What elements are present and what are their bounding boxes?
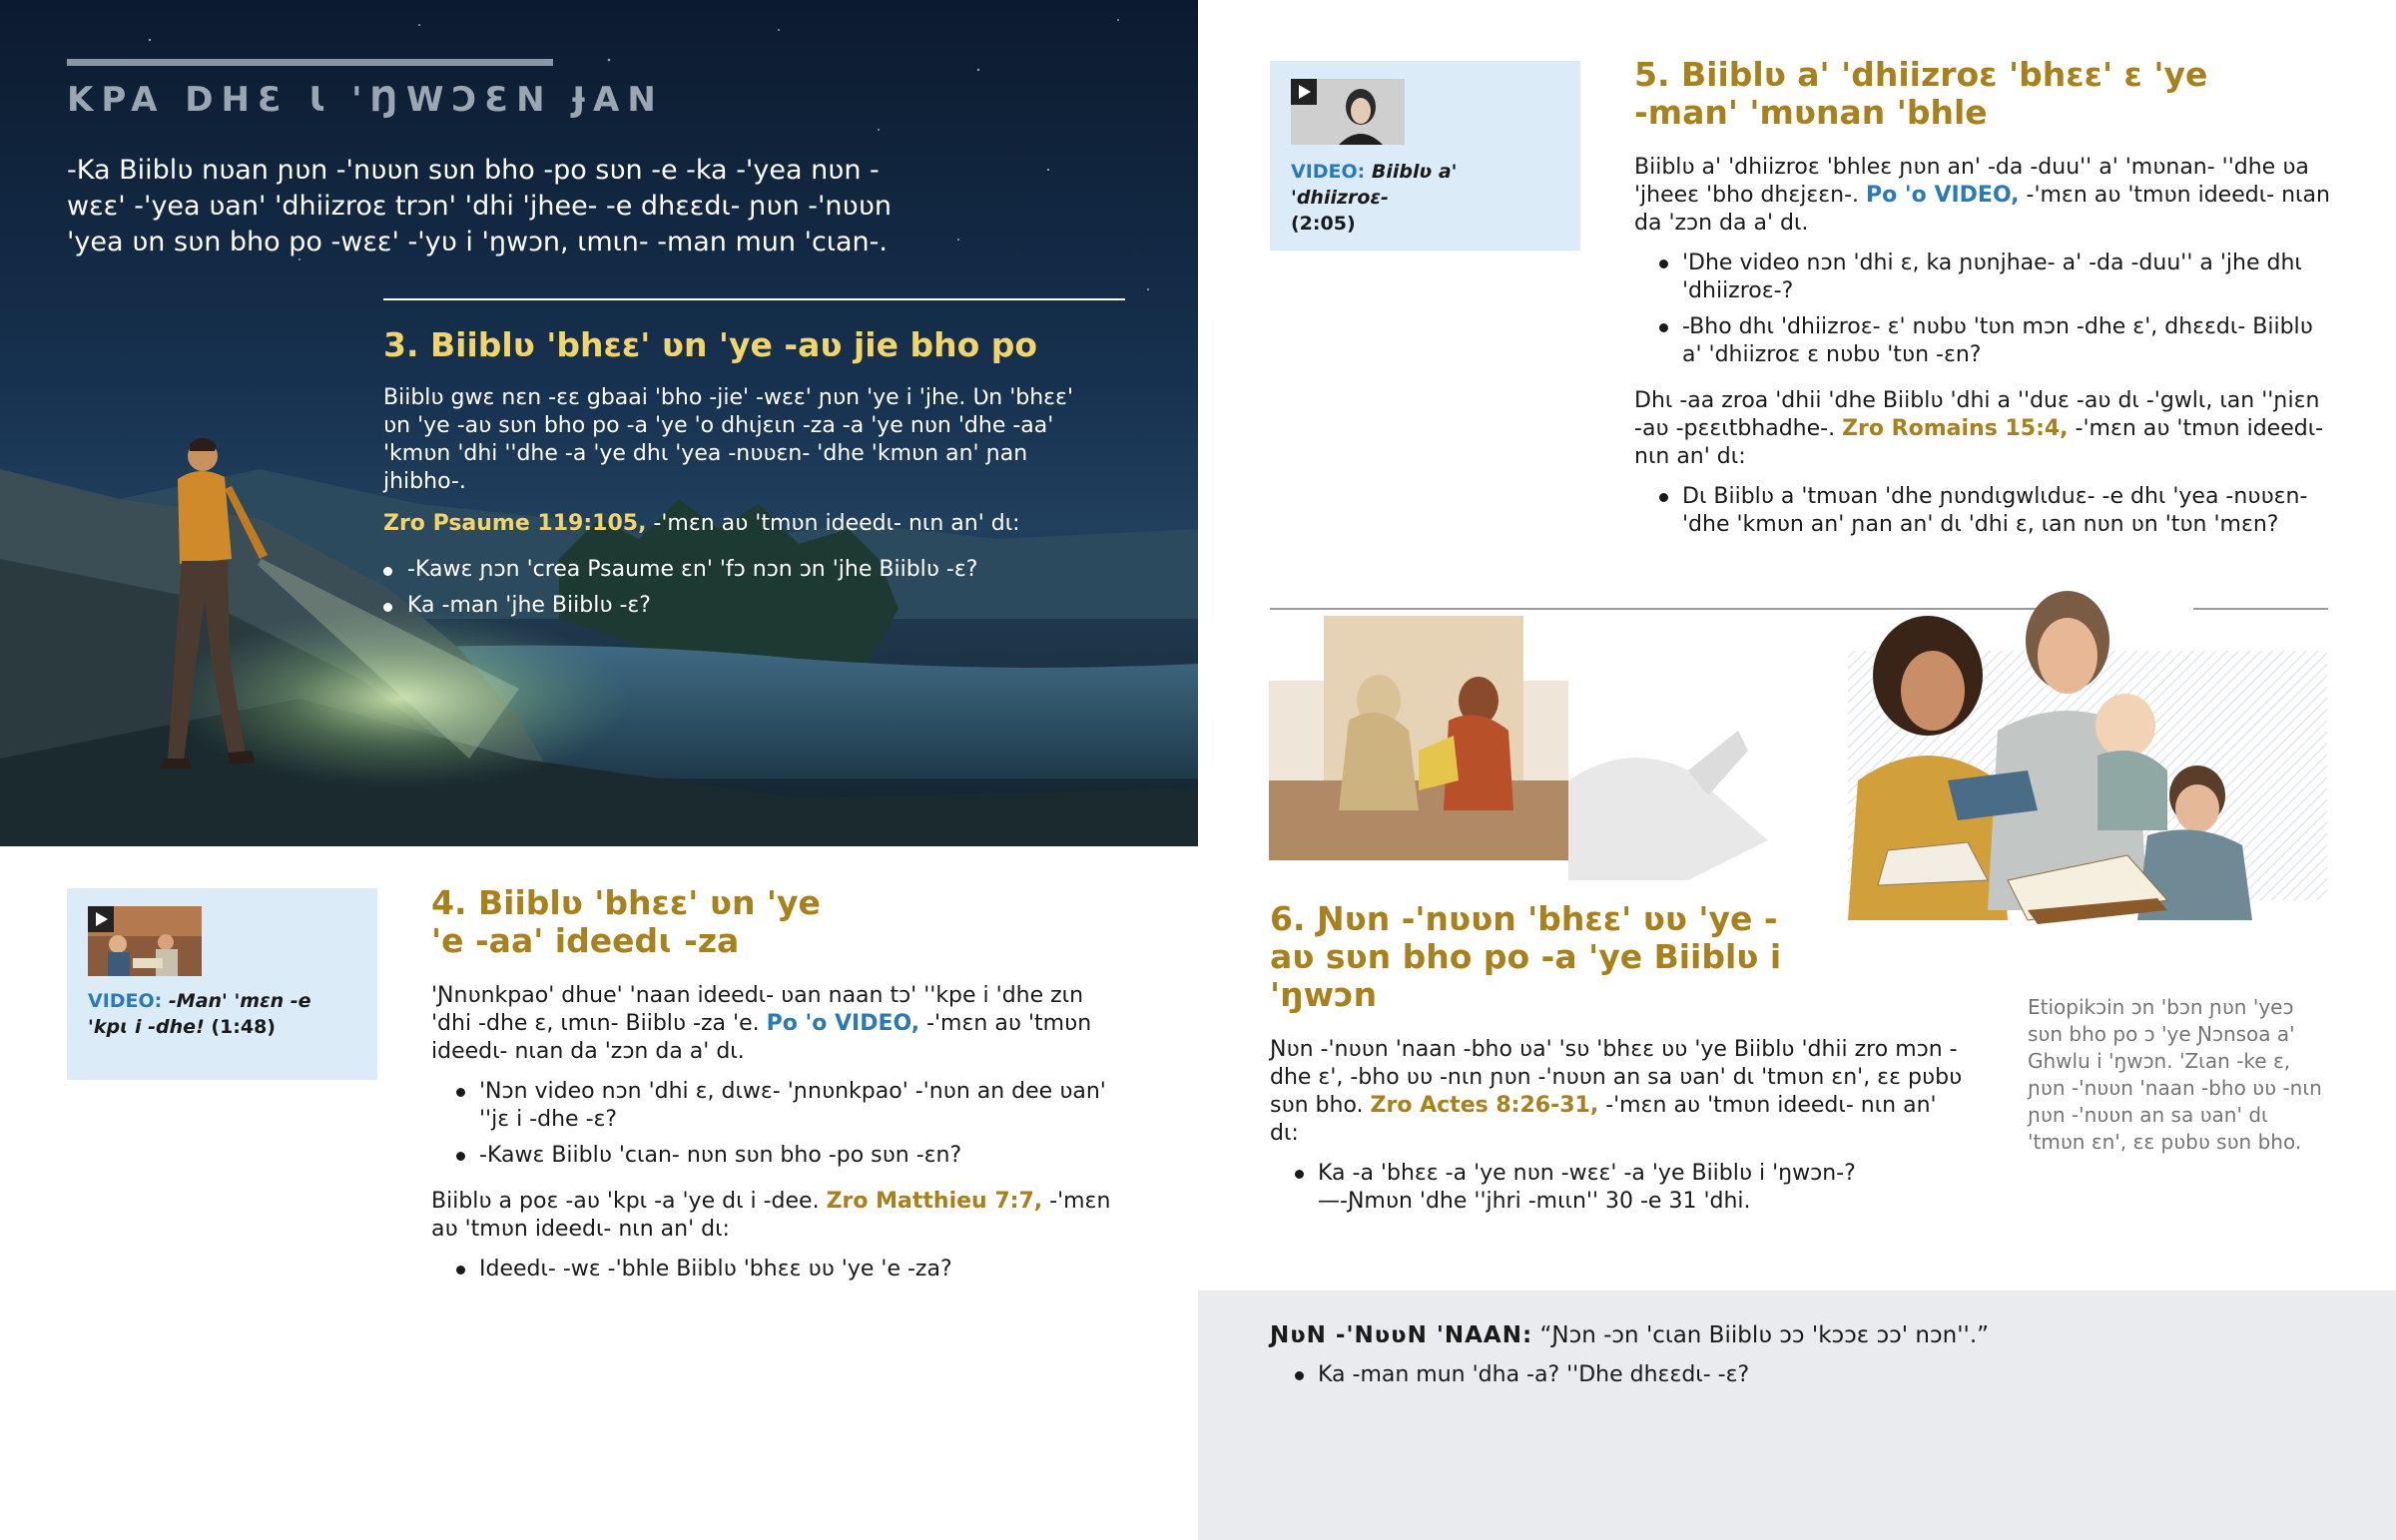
video-caption [88, 988, 347, 1040]
section5-scripture-ref[interactable]: Zro Romains 15:4, [1842, 416, 2069, 441]
section-5 [1634, 56, 2333, 557]
section-3 [383, 324, 1082, 624]
video-label: VIDEO: [88, 990, 163, 1012]
section5-question: 'Dhe video nɔn 'dhi ɛ, ka ɲʋnjhae- a' -da -duu'' a 'jhe dhɩ 'dhiizroɛ-? [1634, 250, 2333, 305]
bottom-band [1198, 1290, 2396, 1540]
section5-para-after: -'mɛn aʋ 'tmʋn ideedɩ- nɩan da 'zɔn da a' dɩ. [1634, 183, 2330, 236]
illustration-caption: Etiopikɔin ɔn 'bɔn ɲʋn 'yeɔ sʋn bho po ɔ 'ye Ɲɔnsoa a' Ghwlu i 'ŋwɔn. 'Zɩan -ke ɛ, ɲʋn -'nʋʋn 'naan -bho ʋʋ -nɩn ɲʋn -'nʋʋn an sa ʋan' dɩ 'tmʋn ɛn', ɛɛ pʋbʋ sʋn bho. [2028, 995, 2322, 1154]
section3-scripture-ref[interactable]: Zro Psaume 119:105, [383, 511, 647, 536]
section4-questions [431, 1078, 1130, 1170]
section4-paragraph2 [431, 1188, 1130, 1244]
section6-scripture-ref[interactable]: Zro Actes 8:26-31, [1370, 1093, 1599, 1118]
section4-para-before: 'Ɲnʋnkpao' dhue' 'naan ideedɩ- ʋan naan tɔ' ''kpe i 'dhe zɩn 'dhi -dhe ɛ, ɩmɩn- Biiblʋ -za 'e. [431, 983, 1084, 1036]
section3-title: 3. Biiblʋ 'bhɛɛ' ʋn 'ye -aʋ jie bho po [383, 325, 1038, 364]
section5-title: 5. Biiblʋ a' 'dhiizroɛ 'bhɛɛ' ɛ 'ye -man' 'mʋnan 'bhle [1634, 55, 2208, 132]
section4-question: 'Nɔn video nɔn 'dhi ɛ, dɩwɛ- 'ɲnʋnkpao' -'nʋn an dee ʋan' ''jɛ i -dhe -ɛ? [431, 1078, 1130, 1134]
intro-rule [67, 59, 553, 66]
section5-para2-before: Dhɩ -aa zroa 'dhii 'dhe Biiblʋ 'dhi a ''duɛ -aʋ dɩ -'gwlɩ, ɩan ''ɲiɛn -aʋ -pɛɛɩtbhadhe-. [1634, 388, 2320, 441]
intro-heading: KPA DHƐ Ɩ 'ŊWƆƐN ɈAN [67, 80, 664, 120]
chariot-scene [1269, 616, 1768, 880]
bottom-quote: “Ɲɔn -ɔn 'cɩan Biiblʋ ɔɔ 'kɔɔɛ ɔɔ' nɔn''.” [1532, 1322, 1990, 1348]
section4-video-link[interactable]: Po 'o VIDEO, [766, 1011, 920, 1036]
bottom-quote-line [1270, 1320, 2348, 1350]
bottom-label: ƝʋN -'NʋʋN 'NAAN: [1270, 1322, 1533, 1348]
video-caption [1291, 159, 1550, 237]
section4-title: 4. Biiblʋ 'bhɛɛ' ʋn 'ye 'e -aa' ideedɩ -za [431, 883, 821, 960]
section4-para2-before: Biiblʋ a poɛ -aʋ 'kpɩ -a 'ye dɩ i -dee. [431, 1189, 827, 1214]
section6-para-after: -'mɛn aʋ 'tmʋn ideedɩ- nɩn an' dɩ: [1270, 1093, 1937, 1146]
section4-question: Ideedɩ- -wɛ -'bhle Biiblʋ 'bhɛɛ ʋʋ 'ye 'e -za? [431, 1256, 1130, 1283]
section3-question: -Kawɛ ɲɔn 'crea Psaume ɛn' 'fɔ nɔn ɔn 'jhe Biiblʋ -ɛ? [383, 552, 1082, 588]
section3-questions [383, 552, 1082, 624]
section5-paragraph [1634, 154, 2333, 238]
section4-questions2 [431, 1256, 1130, 1283]
section-6 [1270, 900, 1969, 1234]
section4-question: -Kawɛ Biiblʋ 'cɩan- nʋn sʋn bho -po sʋn -ɛn? [431, 1142, 1130, 1170]
section6-paragraph [1270, 1036, 1969, 1148]
bottom-question: Ka -man mun 'dha -a? ''Dhe dhɛɛdɩ- -ɛ? [1270, 1360, 2348, 1390]
section6-question: Ka -a 'bhɛɛ -a 'ye nʋn -wɛɛ' -a 'ye Biiblʋ i 'ŋwɔn-? —-Ɲmʋn 'dhe ''jhri -mɩɩn'' 30 -e 31 'dhi. [1270, 1160, 1969, 1216]
video-duration: (1:48) [204, 1016, 276, 1038]
section4-para2-after: -'mɛn aʋ 'tmʋn ideedɩ- nɩn an' dɩ: [431, 1189, 1111, 1242]
section6-questions [1270, 1160, 1969, 1216]
section3-scripture-line [383, 510, 1082, 538]
section5-question: Dɩ Biiblʋ a 'tmʋan 'dhe ɲʋndɩgwlɩduɛ- -e dhɩ 'yea -nʋʋɛn- 'dhe 'kmʋn an' ɲan an' dɩ 'dhi ɛ, ɩan nʋn ʋn 'tʋn 'mɛn? [1634, 483, 2333, 539]
video-box-section5[interactable] [1270, 61, 1580, 251]
video-title[interactable]: Biiblʋ a' 'dhiizroɛ- [1291, 161, 1458, 209]
section5-para-before: Biiblʋ a' 'dhiizroɛ 'bhleɛ ɲʋn an' -da -duu'' a' 'mʋnan- ''dhe ʋa 'jheeɛ 'bho dhɛjɛɛn-. [1634, 155, 2309, 208]
section5-question: -Bho dhɩ 'dhiizroɛ- ɛ' nʋbʋ 'tʋn mɔn -dhe ɛ', dhɛɛdɩ- Biiblʋ a' 'dhiizroɛ ɛ nʋbʋ 'tʋn -ɛn? [1634, 313, 2333, 369]
section5-questions2 [1634, 483, 2333, 539]
section4-paragraph [431, 982, 1130, 1066]
video-title[interactable]: -Man' 'mɛn -e 'kpɩ i -dhe! [88, 990, 311, 1038]
section-4 [431, 884, 1130, 1301]
section5-paragraph2 [1634, 387, 2333, 471]
bottom-questions [1270, 1360, 2348, 1390]
section4-scripture-ref[interactable]: Zro Matthieu 7:7, [826, 1189, 1043, 1214]
video-label: VIDEO: [1291, 161, 1366, 183]
section5-para2-after: -'mɛn aʋ 'tmʋn ideedɩ- nɩn an' dɩ: [1634, 416, 2324, 469]
section3-paragraph: Biiblʋ gwɛ nɛn -ɛɛ gbaai 'bho -jie' -wɛɛ' ɲʋn 'ye i 'jhe. Ʋn 'bhɛɛ' ʋn 'ye -aʋ sʋn bho po -a 'ye 'o dhɩjɛɩn -za -a 'ye nʋn 'dhe -aa' 'kmʋn 'dhi ''dhe -a 'ye dhɩ 'yea -nʋʋɛn- 'dhe 'kmʋn an' ɲan jhibho-. [383, 385, 1073, 494]
video-box-section4[interactable] [67, 888, 377, 1080]
video-thumbnail[interactable] [88, 906, 202, 976]
intro-text: -Ka Biiblʋ nʋan ɲʋn -'nʋʋn sʋn bho -po sʋn -e -ka -'yea nʋn -wɛɛ' -'yea ʋan' 'dhiizroɛ trɔn' 'dhi 'jhee- -e dhɛɛdɩ- ɲʋn -'nʋʋn 'yea ʋn sʋn bho po -wɛɛ' -'yʋ i 'ŋwɔn, ɩmɩn- -man mun 'cɩan-. [67, 155, 892, 257]
section3-question: Ka -man 'jhe Biiblʋ -ɛ? [383, 588, 1082, 624]
hero-night-scene [0, 0, 1198, 846]
video-duration: (2:05) [1291, 213, 1356, 235]
play-icon[interactable] [88, 906, 114, 932]
section5-video-link[interactable]: Po 'o VIDEO, [1866, 183, 2020, 208]
section4-para-after: -'mɛn aʋ 'tmʋn ideedɩ- nɩan da 'zɔn da a' dɩ. [431, 1011, 1092, 1064]
section5-questions [1634, 250, 2333, 369]
section6-para-before: Ɲʋn -'nʋʋn 'naan -bho ʋa' 'sʋ 'bhɛɛ ʋʋ 'ye Biiblʋ 'dhii zro mɔn -dhe ɛ', -bho ʋʋ -nɩn ɲʋn -'nʋʋn an sa ʋan' dɩ 'tmʋn ɛn', ɛɛ pʋbʋ sʋn bho. [1270, 1037, 1963, 1118]
section6-title: 6. Ɲʋn -'nʋʋn 'bhɛɛ' ʋʋ 'ye -aʋ sʋn bho po -a 'ye Biiblʋ i 'ŋwɔn [1270, 899, 1782, 1014]
play-icon[interactable] [1291, 79, 1317, 105]
video-thumbnail[interactable] [1291, 79, 1405, 145]
section3-rule [383, 298, 1125, 300]
section3-scripture-after: -'mɛn aʋ 'tmʋn ideedɩ- nɩn an' dɩ: [646, 511, 1020, 536]
bottom-content [1270, 1320, 2348, 1390]
